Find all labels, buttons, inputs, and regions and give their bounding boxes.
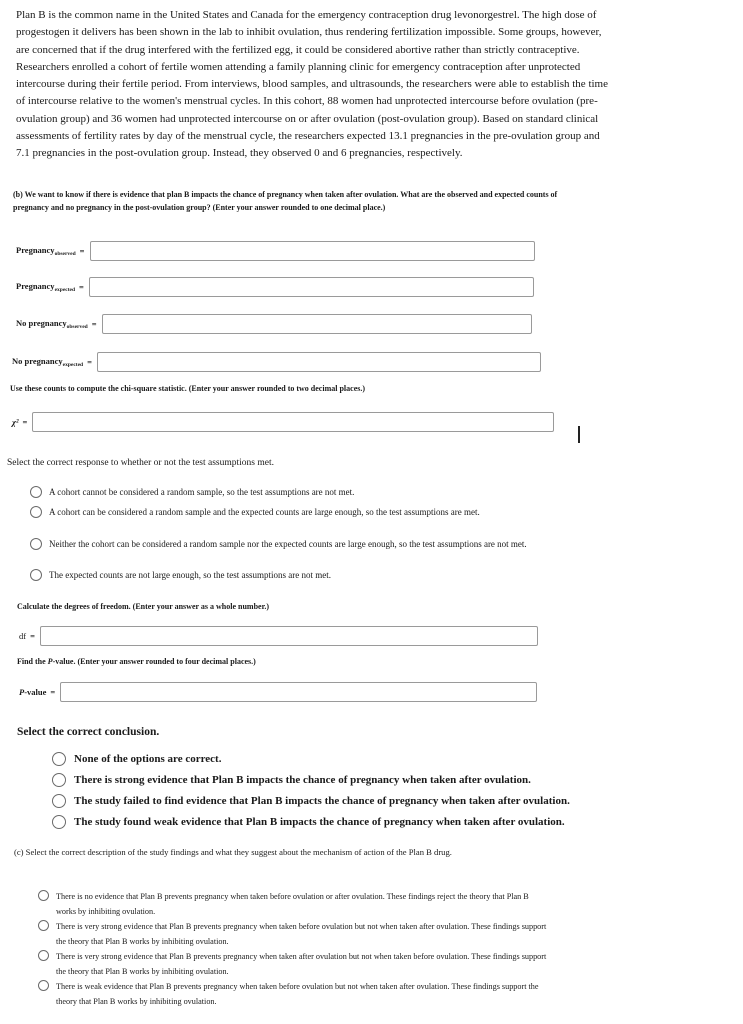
pregnancy-expected-row: Pregnancy$_{expected}$ =	[16, 277, 534, 297]
chi-square-prompt: Use these counts to compute the chi-square statistic. (Enter your answer rounded to two decimal places.)	[10, 384, 366, 393]
radio-button[interactable]	[30, 486, 42, 498]
conclusion-option-4[interactable]: The study found weak evidence that Plan B impacts the chance of pregnancy when taken after ovulation.	[52, 814, 722, 830]
pregnancy-observed-row: Pregnancy$_{observed}$ =	[16, 241, 535, 261]
no-pregnancy-observed-input[interactable]	[102, 314, 532, 334]
field-label: No pregnancy$_{expected}$	[12, 356, 84, 368]
p-value-input[interactable]	[60, 682, 537, 702]
part-b-prompt: (b) We want to know if there is evidence that plan B impacts the chance of pregnancy when taken after ovulation. What are the observed and expected counts of pregnancy and no pregnancy in the post-ovulation group? (Enter your answer rounded to one decimal place.)	[13, 190, 558, 212]
radio-button[interactable]	[52, 773, 66, 787]
conclusion-option-2[interactable]: There is strong evidence that Plan B impacts the chance of pregnancy when taken after ovulation.	[52, 772, 722, 788]
conclusion-question: Select the correct conclusion.	[17, 726, 160, 738]
radio-button[interactable]	[52, 752, 66, 766]
assumptions-option-2[interactable]: A cohort can be considered a random sample and the expected counts are large enough, so the test assumptions are met.	[30, 505, 558, 521]
p-value-prompt: Find the P-value. (Enter your answer rounded to four decimal places.)	[17, 657, 256, 666]
df-prompt: Calculate the degrees of freedom. (Enter your answer as a whole number.)	[17, 602, 270, 611]
df-input[interactable]	[40, 626, 538, 646]
part-c-option-1[interactable]: There is no evidence that Plan B prevents pregnancy when taken before ovulation or after ovulation. These findings reject the theory that Plan B works by inhibiting ovulation.	[38, 889, 550, 919]
part-c-option-3[interactable]: There is very strong evidence that Plan B prevents pregnancy when taken after ovulation but not when taken before ovulation. These findings support the theory that Plan B works by inhibiting ovulation.	[38, 949, 550, 979]
df-label: df	[19, 631, 27, 641]
conclusion-option-1[interactable]: None of the options are correct.	[52, 751, 722, 767]
chi-square-row: χ² =	[12, 412, 554, 432]
assumptions-question: Select the correct response to whether or not the test assumptions met.	[7, 458, 274, 468]
pregnancy-expected-input[interactable]	[89, 277, 534, 297]
radio-button[interactable]	[38, 920, 49, 931]
part-c-option-2[interactable]: There is very strong evidence that Plan B prevents pregnancy when taken before ovulation but not when taken after ovulation. These findings support the theory that Plan B works by inhibiting ovulation.	[38, 919, 550, 949]
radio-button[interactable]	[38, 980, 49, 991]
radio-button[interactable]	[30, 569, 42, 581]
part-c-question: (c) Select the correct description of the study findings and what they suggest about the mechanism of action of the Plan B drug.	[14, 847, 452, 857]
no-pregnancy-expected-input[interactable]	[97, 352, 541, 372]
no-pregnancy-expected-row: No pregnancy$_{expected}$ =	[12, 352, 541, 372]
radio-button[interactable]	[52, 794, 66, 808]
radio-button[interactable]	[30, 506, 42, 518]
field-label: Pregnancy$_{observed}$	[16, 245, 76, 257]
conclusion-option-3[interactable]: The study failed to find evidence that Plan B impacts the chance of pregnancy when taken after ovulation.	[52, 793, 722, 809]
assumptions-option-3[interactable]: Neither the cohort can be considered a random sample nor the expected counts are large enough, so the test assumptions are not met.	[30, 537, 530, 553]
p-value-row: P-value =	[19, 682, 537, 702]
assumptions-option-4[interactable]: The expected counts are not large enough, so the test assumptions are not met.	[30, 568, 558, 584]
radio-button[interactable]	[30, 538, 42, 550]
df-row: df =	[19, 626, 538, 646]
text-cursor	[578, 426, 580, 443]
chi-square-input[interactable]	[32, 412, 554, 432]
part-c-option-4[interactable]: There is weak evidence that Plan B prevents pregnancy when taken before ovulation but not when taken after ovulation. These findings support the theory that Plan B works by inhibiting ovulation.	[38, 979, 550, 1009]
radio-button[interactable]	[38, 890, 49, 901]
p-value-label: P-value	[19, 687, 47, 697]
pregnancy-observed-input[interactable]	[90, 241, 535, 261]
problem-intro: Plan B is the common name in the United States and Canada for the emergency contraception drug levonorgestrel. The high dose of progestogen it delivers has been shown in the lab to inhibit ovulation, thus rendering fertilization impossible. Some groups, however, are concerned that if the drug interfered with the fertilized egg, it could be considered abortive rather than strictly contraceptive. Researchers enrolled a cohort of fertile women attending a family planning clinic for emergency contraception after unprotected intercourse during their fertile period. From interviews, blood samples, and ultrasounds, the researchers were able to establish the time of intercourse relative to the women's menstrual cycles. In this cohort, 88 women had unprotected intercourse before ovulation (pre-ovulation group) and 36 women had unprotected intercourse on or after ovulation (post-ovulation group). Based on standard clinical assessments of fertility rates by day of the menstrual cycle, the researchers expected 13.1 pregnancies in the pre-ovulation group and 7.1 pregnancies in the post-ovulation group. Instead, they observed 0 and 6 pregnancies, respectively.	[16, 9, 608, 160]
no-pregnancy-observed-row: No pregnancy$_{observed}$ =	[16, 314, 532, 334]
field-label: Pregnancy$_{expected}$	[16, 281, 76, 293]
field-label: No pregnancy$_{observed}$	[16, 318, 88, 330]
radio-button[interactable]	[52, 815, 66, 829]
radio-button[interactable]	[38, 950, 49, 961]
chi-square-label: χ²	[12, 417, 19, 427]
assumptions-option-1[interactable]: A cohort cannot be considered a random sample, so the test assumptions are not met.	[30, 485, 558, 501]
